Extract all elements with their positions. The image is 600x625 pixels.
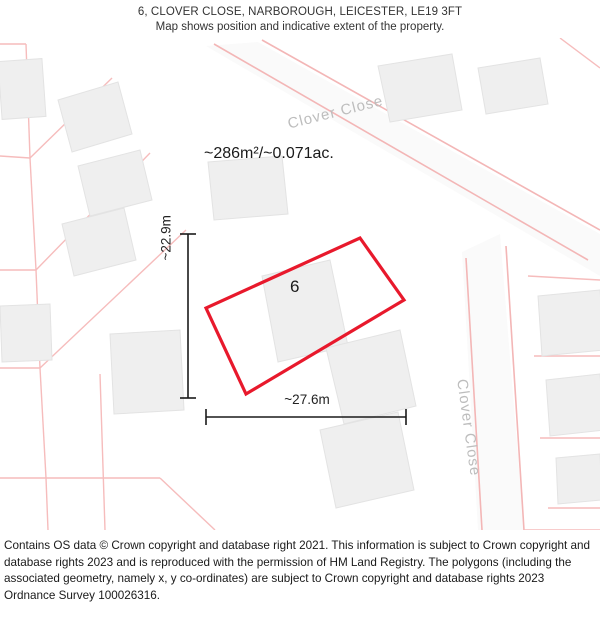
- building: [538, 290, 600, 356]
- map-header: [0, 0, 600, 40]
- building: [208, 156, 288, 220]
- building: [110, 330, 184, 414]
- building: [378, 54, 462, 122]
- building: [478, 58, 548, 114]
- building: [0, 59, 46, 120]
- plot-number-label: 6: [290, 277, 300, 296]
- page-title: 6, CLOVER CLOSE, NARBOROUGH, LEICESTER, LE19 3FT: [137, 6, 463, 18]
- street-label-clover-close-right: Clover Close: [453, 378, 484, 478]
- building: [0, 304, 52, 362]
- map-vector-layer: [0, 38, 600, 530]
- map-canvas[interactable]: [0, 38, 600, 530]
- building: [546, 374, 600, 436]
- map-footer: [0, 532, 600, 604]
- plot-width-label: ~27.6m: [284, 392, 330, 407]
- building: [556, 454, 600, 504]
- plot-height-label: [159, 241, 174, 261]
- building: [320, 412, 414, 508]
- street-label-clover-close-top: Clover Close: [286, 92, 386, 133]
- plot-area-label: ~286m²/~0.071ac.: [204, 145, 334, 162]
- page-subtitle: Map shows position and indicative extent of the property.: [155, 21, 445, 33]
- copyright-text: Contains OS data © Crown copyright and database right 2021. This information is subject to Crown copyright and database rights 2023 and is reproduced with the permission of HM Land Registry. The polygons (including the associated geometry, namely x, y co-ordinates) are subject to Crown copyright and database rights 2023 Ordnance Survey 100026316.: [4, 539, 590, 602]
